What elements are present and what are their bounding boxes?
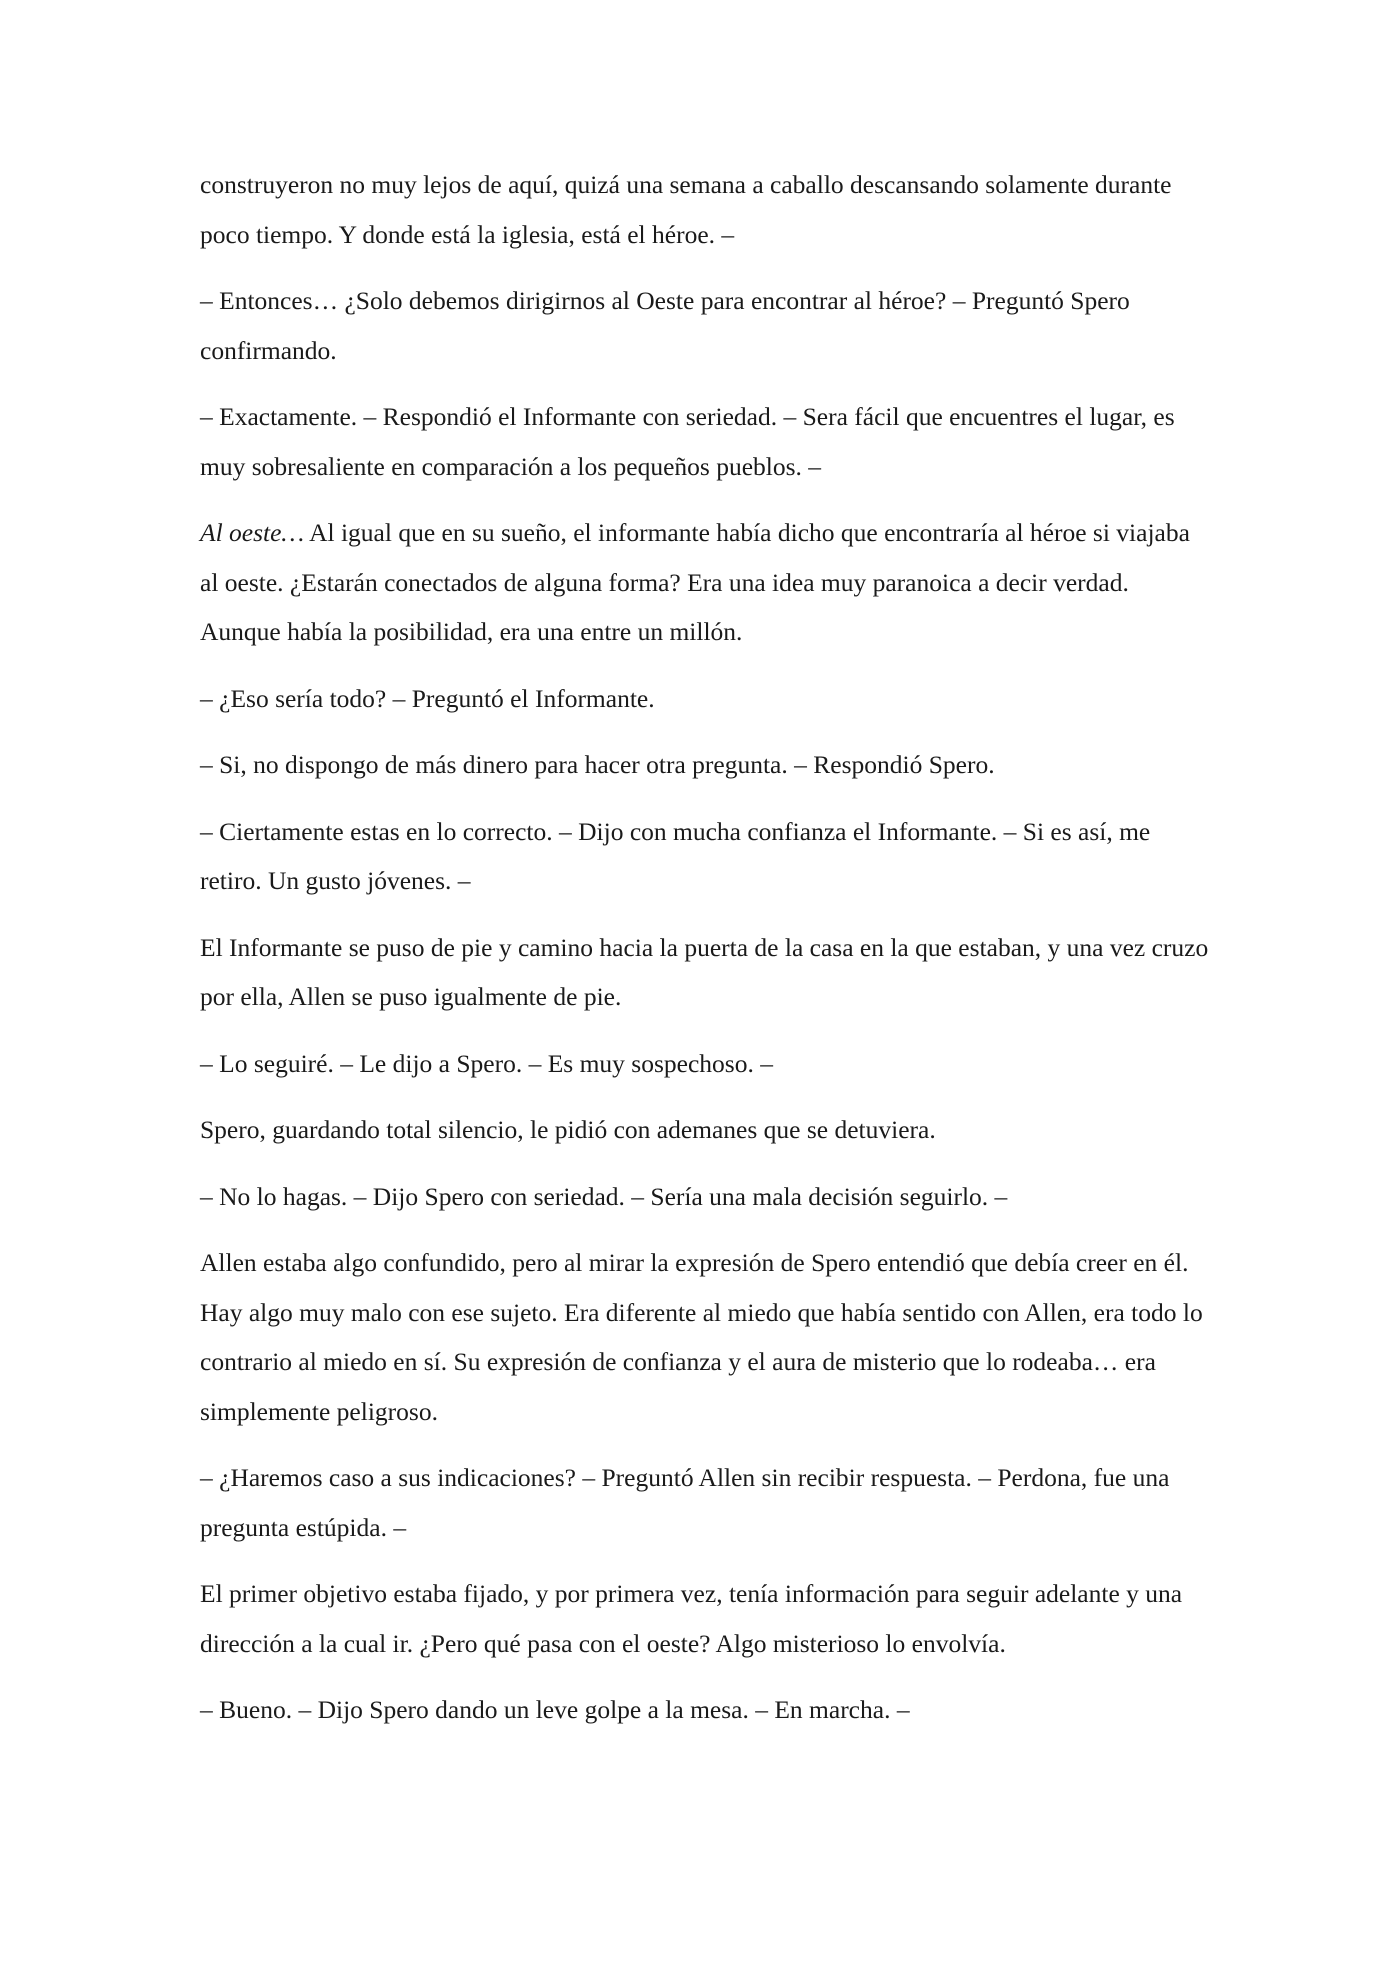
body-text xyxy=(200,160,1210,1752)
paragraph: – Si, no dispongo de más dinero para hacer otra pregunta. – Respondió Spero. xyxy=(200,750,995,779)
paragraph: – Exactamente. – Respondió el Informante con seriedad. – Sera fácil que encuentres el lugar, es muy sobresaliente en comparación a los pequeños pueblos. – xyxy=(200,402,1175,481)
paragraph: El primer objetivo estaba fijado, y por primera vez, tenía información para seguir adelante y una dirección a la cual ir. ¿Pero qué pasa con el oeste? Algo misterioso lo envolvía. xyxy=(200,1579,1183,1658)
paragraph: – Lo seguiré. – Le dijo a Spero. – Es muy sospechoso. – xyxy=(200,1048,773,1078)
paragraph-text: Al igual que en su sueño, el informante había dicho que encontraría al héroe si viajaba al oeste. ¿Estarán conectados de alguna forma? Era una idea muy paranoica a decir verdad. Aunque había la posibilidad, era una entre un millón. xyxy=(200,518,1190,646)
paragraph xyxy=(200,508,1210,657)
paragraph: construyeron no muy lejos de aquí, quizá una semana a caballo descansando solamente durante poco tiempo. Y donde está la iglesia, está el héroe. – xyxy=(200,170,1172,249)
paragraph: – Bueno. – Dijo Spero dando un leve golpe a la mesa. – En marcha. – xyxy=(200,1695,910,1724)
italic-phrase: Al oeste… xyxy=(200,518,305,547)
paragraph: Allen estaba algo confundido, pero al mirar la expresión de Spero entendió que debía creer en él. Hay algo muy malo con ese sujeto. Era diferente al miedo que había sentido con Allen, era todo lo contrario al miedo en sí. Su expresión de confianza y el aura de misterio que lo rodeaba… era simplemente peligroso. xyxy=(200,1248,1203,1426)
paragraph: – ¿Eso sería todo? – Preguntó el Informante. xyxy=(200,683,655,713)
paragraph: – ¿Haremos caso a sus indicaciones? – Preguntó Allen sin recibir respuesta. – Perdona, fue una pregunta estúpida. – xyxy=(200,1463,1170,1542)
paragraph: – Entonces… ¿Solo debemos dirigirnos al Oeste para encontrar al héroe? – Preguntó Spero confirmando. xyxy=(200,286,1130,365)
paragraph: – Ciertamente estas en lo correcto. – Dijo con mucha confianza el Informante. – Si es así, me retiro. Un gusto jóvenes. – xyxy=(200,816,1151,895)
paragraph: El Informante se puso de pie y camino hacia la puerta de la casa en la que estaban, y una vez cruzo por ella, Allen se puso igualmente de pie. xyxy=(200,932,1209,1011)
paragraph: Spero, guardando total silencio, le pidió con ademanes que se detuviera. xyxy=(200,1115,936,1144)
paragraph: – No lo hagas. – Dijo Spero con seriedad. – Sería una mala decisión seguirlo. – xyxy=(200,1181,1008,1211)
